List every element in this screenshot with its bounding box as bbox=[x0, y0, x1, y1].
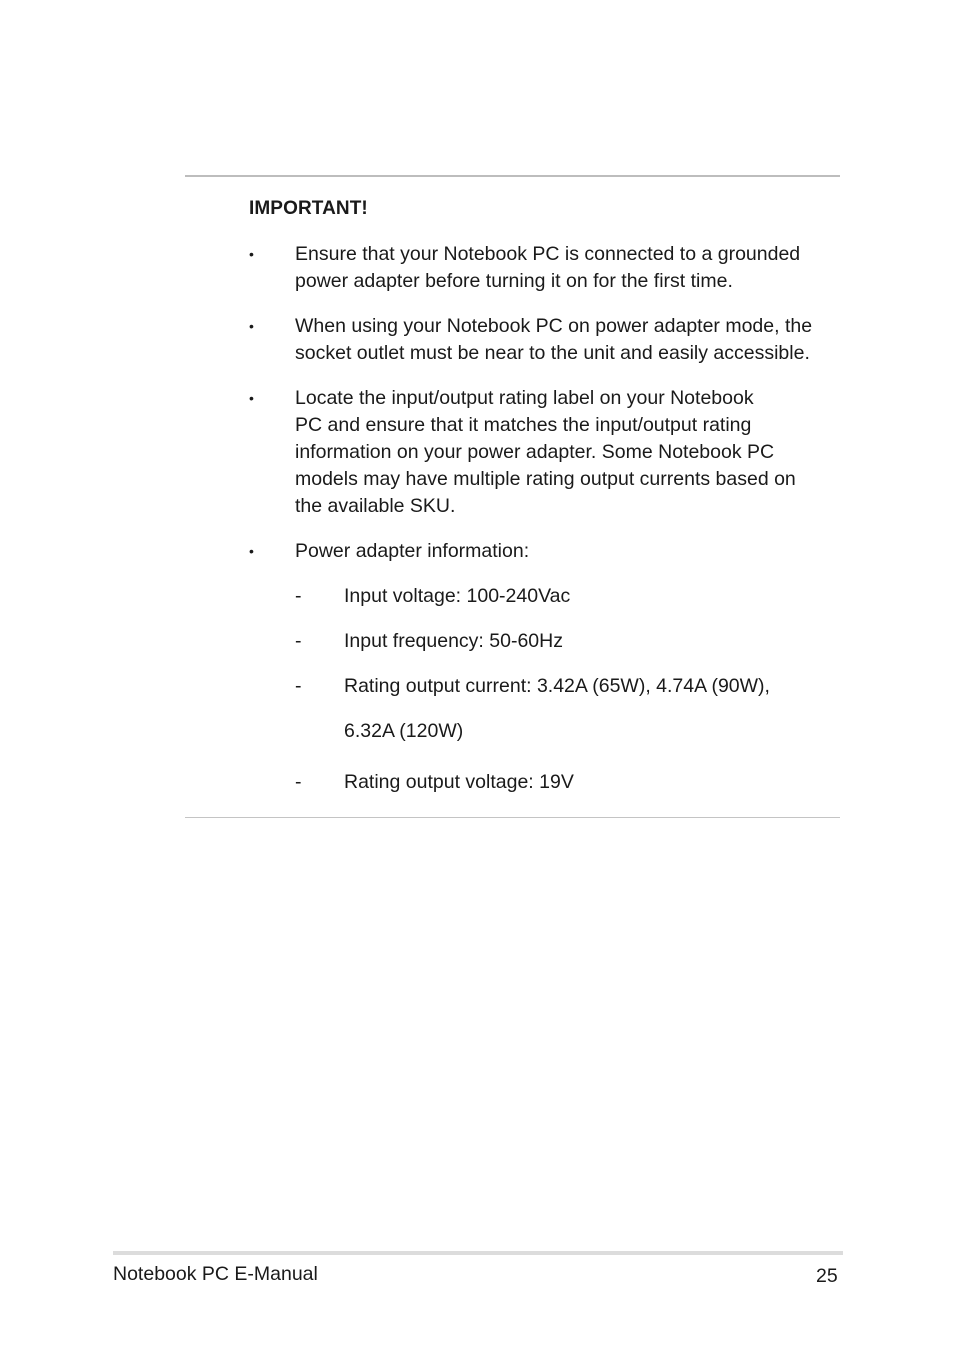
bullet-icon: • bbox=[249, 543, 254, 559]
dash-icon: - bbox=[295, 771, 302, 793]
important-heading: IMPORTANT! bbox=[249, 198, 368, 219]
bullet-icon: • bbox=[249, 246, 254, 262]
footer-title: Notebook PC E-Manual bbox=[113, 1263, 318, 1285]
page-number: 25 bbox=[816, 1265, 838, 1287]
sub-item-continuation-text: 6.32A (120W) bbox=[344, 720, 464, 742]
dash-icon: - bbox=[295, 675, 302, 697]
sub-item-text: Rating output current: 3.42A (65W), 4.74A (90W), bbox=[344, 675, 770, 697]
bullet-icon: • bbox=[249, 390, 254, 406]
dash-icon: - bbox=[295, 585, 302, 607]
bullet-text: Ensure that your Notebook PC is connected to a grounded power adapter before turning it on for the first time. bbox=[295, 243, 801, 292]
bottom-divider bbox=[185, 817, 840, 818]
bullet-text: When using your Notebook PC on power adapter mode, the socket outlet must be near to the unit and easily accessible. bbox=[295, 315, 813, 364]
bullet-text: Power adapter information: bbox=[295, 540, 530, 562]
dash-icon: - bbox=[295, 630, 302, 652]
top-divider bbox=[185, 175, 840, 177]
sub-item-text: Input frequency: 50-60Hz bbox=[344, 630, 563, 652]
sub-item-text: Rating output voltage: 19V bbox=[344, 771, 574, 793]
footer-divider bbox=[113, 1251, 843, 1255]
sub-item-text: Input voltage: 100-240Vac bbox=[344, 585, 571, 607]
bullet-icon: • bbox=[249, 318, 254, 334]
bullet-text: Locate the input/output rating label on your Notebook PC and ensure that it matches the input/output rating information on your power adapter. Some Notebook PC models may have multiple rating output currents based on the available SKU. bbox=[295, 387, 796, 517]
